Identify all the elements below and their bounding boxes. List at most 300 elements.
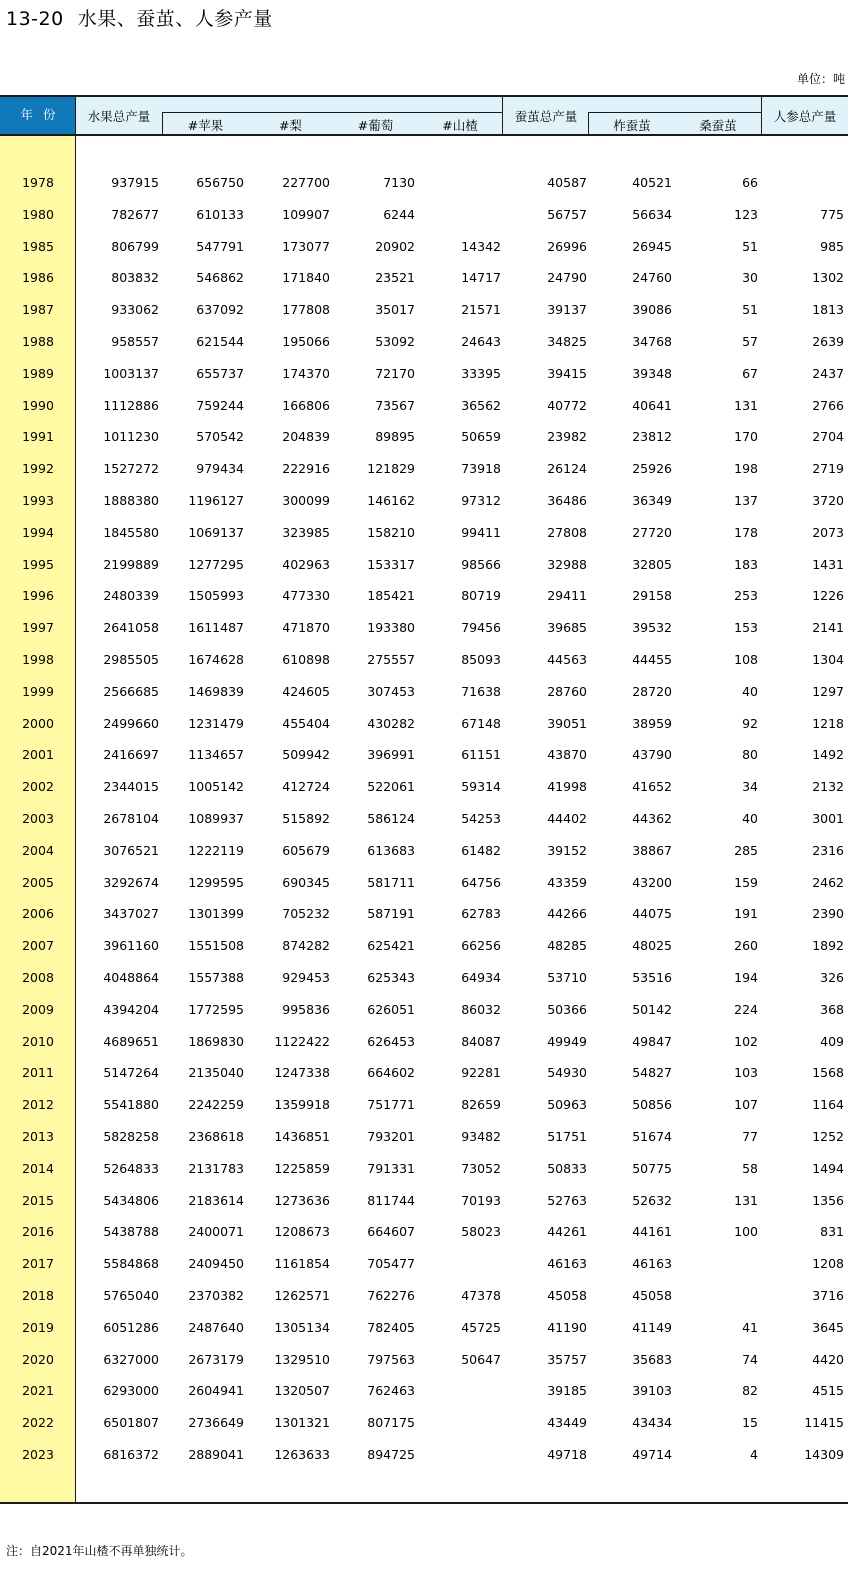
cell-pear: 605679 [282, 842, 330, 858]
cell-mulberry: 30 [742, 270, 758, 286]
cell-grape: 275557 [367, 652, 415, 667]
table-row [0, 617, 848, 639]
cell-apple: 2604941 [188, 1383, 244, 1399]
cell-hawthorn: 97312 [461, 493, 501, 508]
cell-grape: 664602 [367, 1065, 415, 1081]
table-row [0, 1317, 848, 1339]
cell-ginseng: 326 [820, 970, 844, 985]
cell-hawthorn: 86032 [461, 1001, 501, 1017]
cell-grape: 586124 [367, 811, 415, 826]
cell-apple: 1005142 [188, 779, 244, 795]
cell-ginseng: 1492 [812, 747, 844, 763]
cell-ginseng: 2719 [812, 461, 844, 477]
cell-fruit: 958557 [111, 334, 159, 349]
cell-hawthorn: 50659 [461, 429, 501, 445]
cell-apple: 1674628 [188, 652, 244, 667]
cell-pear: 1247338 [274, 1065, 330, 1081]
cell-cocoon: 24790 [547, 270, 587, 286]
cell-tussah: 40641 [632, 397, 672, 413]
cell-grape: 782405 [367, 1319, 415, 1335]
cell-tussah: 25926 [632, 461, 672, 477]
cell-ginseng: 1252 [812, 1129, 844, 1144]
table-row [0, 999, 848, 1021]
table-row [0, 903, 848, 925]
cell-mulberry: 102 [734, 1033, 758, 1049]
cell-year: 1987 [22, 302, 54, 318]
cell-pear: 323985 [282, 524, 330, 540]
cell-apple: 655737 [196, 365, 244, 381]
cell-cocoon: 44563 [547, 652, 587, 667]
cell-cocoon: 39152 [547, 842, 587, 858]
cell-year: 2000 [22, 715, 54, 731]
cell-mulberry: 131 [734, 397, 758, 413]
cell-ginseng: 368 [820, 1001, 844, 1017]
cell-fruit: 2199889 [103, 556, 159, 572]
cell-grape: 626453 [367, 1033, 415, 1049]
page-title [6, 4, 273, 31]
cell-hawthorn: 59314 [461, 779, 501, 795]
cell-fruit: 2641058 [103, 620, 159, 636]
cell-grape: 581711 [367, 874, 415, 890]
cell-apple: 1869830 [188, 1033, 244, 1049]
cell-mulberry: 137 [734, 493, 758, 508]
cell-tussah: 43790 [632, 747, 672, 763]
cell-pear: 1208673 [274, 1224, 330, 1240]
cell-grape: 626051 [367, 1001, 415, 1017]
cell-mulberry: 123 [734, 206, 758, 222]
table-row [0, 236, 848, 258]
header-grape: #葡萄 [357, 118, 394, 133]
cell-ginseng: 2132 [812, 779, 844, 795]
header-mulberry: 桑蚕茧 [699, 118, 737, 133]
cell-year: 2005 [22, 874, 54, 890]
cell-grape: 430282 [367, 715, 415, 731]
cell-tussah: 38959 [632, 715, 672, 731]
cell-year: 2007 [22, 938, 54, 954]
table-row [0, 776, 848, 798]
cell-grape: 664607 [367, 1224, 415, 1240]
cell-cocoon: 26124 [547, 461, 587, 477]
cell-mulberry: 153 [734, 620, 758, 636]
table-row [0, 267, 848, 289]
cell-year: 2012 [22, 1097, 54, 1113]
cell-apple: 2131783 [188, 1160, 244, 1176]
cell-mulberry: 191 [734, 906, 758, 922]
cell-cocoon: 27808 [547, 524, 587, 540]
cell-apple: 2370382 [188, 1288, 244, 1303]
cell-year: 1995 [22, 556, 54, 572]
cell-cocoon: 41190 [547, 1319, 587, 1335]
cell-pear: 610898 [282, 652, 330, 667]
cell-cocoon: 35757 [547, 1351, 587, 1367]
cell-cocoon: 41998 [547, 779, 587, 795]
cell-tussah: 39532 [632, 620, 672, 636]
cell-fruit: 5147264 [103, 1065, 159, 1081]
cell-apple: 547791 [196, 238, 244, 254]
cell-tussah: 44075 [632, 906, 672, 922]
cell-grape: 807175 [367, 1415, 415, 1431]
cell-apple: 1557388 [188, 970, 244, 985]
cell-year: 2008 [22, 970, 54, 985]
cell-pear: 1122422 [274, 1033, 330, 1049]
table-row [0, 1190, 848, 1212]
cell-ginseng: 14309 [804, 1447, 844, 1462]
cell-grape: 146162 [367, 493, 415, 508]
cell-pear: 1263633 [274, 1447, 330, 1462]
cell-year: 1992 [22, 461, 54, 477]
cell-cocoon: 43870 [547, 747, 587, 763]
cell-year: 1997 [22, 620, 54, 636]
cell-tussah: 43434 [632, 1415, 672, 1431]
cell-grape: 793201 [367, 1129, 415, 1144]
cell-grape: 762463 [367, 1383, 415, 1399]
table-row [0, 1380, 848, 1402]
cell-year: 2013 [22, 1129, 54, 1144]
header-ginseng: 人参总产量 [773, 109, 837, 124]
cell-tussah: 49847 [632, 1033, 672, 1049]
cell-apple: 1089937 [188, 811, 244, 826]
cell-tussah: 56634 [632, 206, 672, 222]
cell-year: 2015 [22, 1192, 54, 1208]
cell-year: 1996 [22, 588, 54, 604]
footnote: 注：自2021年山楂不再单独统计。 [6, 1544, 193, 1558]
cell-cocoon: 50833 [547, 1160, 587, 1176]
cell-mulberry: 15 [742, 1415, 758, 1431]
cell-year: 2001 [22, 747, 54, 763]
cell-year: 2017 [22, 1256, 54, 1272]
header-pear: #梨 [279, 118, 302, 133]
cell-cocoon: 43449 [547, 1415, 587, 1431]
cell-fruit: 2985505 [103, 652, 159, 667]
table-row [0, 649, 848, 671]
cell-fruit: 1845580 [103, 524, 159, 540]
cell-grape: 6244 [383, 206, 415, 222]
cell-fruit: 5264833 [103, 1160, 159, 1176]
cell-pear: 204839 [282, 429, 330, 445]
cell-pear: 455404 [282, 715, 330, 731]
cell-fruit: 5541880 [103, 1097, 159, 1113]
cell-pear: 1436851 [274, 1129, 330, 1144]
cell-year: 2009 [22, 1001, 54, 1017]
cell-tussah: 40521 [632, 175, 672, 190]
cell-grape: 193380 [367, 620, 415, 636]
cell-fruit: 3437027 [103, 906, 159, 922]
cell-grape: 791331 [367, 1160, 415, 1176]
cell-cocoon: 52763 [547, 1192, 587, 1208]
cell-year: 1990 [22, 397, 54, 413]
cell-pear: 929453 [282, 970, 330, 985]
cell-hawthorn: 14717 [461, 270, 501, 286]
cell-year: 1991 [22, 429, 54, 445]
cell-mulberry: 183 [734, 556, 758, 572]
cell-fruit: 1112886 [103, 397, 159, 413]
cell-apple: 2183614 [188, 1192, 244, 1208]
cell-ginseng: 985 [820, 238, 844, 254]
cell-fruit: 4394204 [103, 1001, 159, 1017]
cell-ginseng: 3720 [812, 493, 844, 508]
cell-tussah: 44455 [632, 652, 672, 667]
table-row [0, 1062, 848, 1084]
cell-cocoon: 53710 [547, 970, 587, 985]
cell-ginseng: 3001 [812, 811, 844, 826]
cell-tussah: 29158 [632, 588, 672, 604]
cell-grape: 89895 [375, 429, 415, 445]
cell-hawthorn: 54253 [461, 811, 501, 826]
cell-fruit: 937915 [111, 175, 159, 190]
cell-hawthorn: 24643 [461, 334, 501, 349]
table-row [0, 840, 848, 862]
cell-fruit: 2416697 [103, 747, 159, 763]
cell-pear: 1329510 [274, 1351, 330, 1367]
table-bottom-border [0, 1502, 848, 1504]
cell-hawthorn: 70193 [461, 1192, 501, 1208]
cell-hawthorn: 62783 [461, 906, 501, 922]
table-number: 13-20 [6, 8, 64, 30]
cell-ginseng: 2316 [812, 842, 844, 858]
cell-cocoon: 46163 [547, 1256, 587, 1272]
cell-grape: 797563 [367, 1351, 415, 1367]
cell-ginseng: 3716 [812, 1288, 844, 1303]
cell-fruit: 2499660 [103, 715, 159, 731]
cell-ginseng: 409 [820, 1033, 844, 1049]
cell-cocoon: 45058 [547, 1288, 587, 1303]
cell-mulberry: 194 [734, 970, 758, 985]
cell-apple: 2135040 [188, 1065, 244, 1081]
cell-ginseng: 1218 [812, 715, 844, 731]
cell-pear: 1262571 [274, 1288, 330, 1303]
cell-apple: 1277295 [188, 556, 244, 572]
cell-hawthorn: 36562 [461, 397, 501, 413]
cell-apple: 1551508 [188, 938, 244, 954]
cell-mulberry: 66 [742, 175, 758, 190]
cell-pear: 166806 [282, 397, 330, 413]
cell-cocoon: 44266 [547, 906, 587, 922]
cell-grape: 153317 [367, 556, 415, 572]
cell-year: 1993 [22, 493, 54, 508]
cell-pear: 874282 [282, 938, 330, 954]
cell-hawthorn: 93482 [461, 1129, 501, 1144]
cell-fruit: 3292674 [103, 874, 159, 890]
table-row [0, 1031, 848, 1053]
table-row [0, 1158, 848, 1180]
cell-ginseng: 1892 [812, 938, 844, 954]
cell-year: 2021 [22, 1383, 54, 1399]
cell-tussah: 45058 [632, 1288, 672, 1303]
cell-apple: 570542 [196, 429, 244, 445]
cell-cocoon: 51751 [547, 1129, 587, 1144]
table-row [0, 1285, 848, 1307]
cell-hawthorn: 85093 [461, 652, 501, 667]
table-row [0, 172, 848, 194]
cell-tussah: 44362 [632, 811, 672, 826]
cell-mulberry: 67 [742, 365, 758, 381]
table-row [0, 1221, 848, 1243]
cell-mulberry: 80 [742, 747, 758, 763]
cell-hawthorn: 92281 [461, 1065, 501, 1081]
cell-fruit: 1003137 [103, 365, 159, 381]
cell-tussah: 43200 [632, 874, 672, 890]
cell-hawthorn: 73052 [461, 1160, 501, 1176]
cell-apple: 1134657 [188, 747, 244, 763]
cell-ginseng: 1813 [812, 302, 844, 318]
cell-fruit: 2678104 [103, 811, 159, 826]
cell-pear: 402963 [282, 556, 330, 572]
cell-pear: 509942 [282, 747, 330, 763]
table-row [0, 554, 848, 576]
cell-year: 2020 [22, 1351, 54, 1367]
cell-mulberry: 74 [742, 1351, 758, 1367]
cell-tussah: 35683 [632, 1351, 672, 1367]
cell-mulberry: 178 [734, 524, 758, 540]
cell-apple: 1299595 [188, 874, 244, 890]
cell-mulberry: 57 [742, 334, 758, 349]
cell-grape: 625421 [367, 938, 415, 954]
cell-apple: 1231479 [188, 715, 244, 731]
cell-ginseng: 2073 [812, 524, 844, 540]
cell-ginseng: 2704 [812, 429, 844, 445]
cell-cocoon: 39051 [547, 715, 587, 731]
cell-apple: 546862 [196, 270, 244, 286]
cell-year: 2002 [22, 779, 54, 795]
cell-ginseng: 1164 [812, 1097, 844, 1113]
cell-cocoon: 40772 [547, 397, 587, 413]
cell-pear: 1359918 [274, 1097, 330, 1113]
cell-ginseng: 4420 [812, 1351, 844, 1367]
cell-pear: 995836 [282, 1001, 330, 1017]
cell-fruit: 5828258 [103, 1129, 159, 1144]
cell-ginseng: 1494 [812, 1160, 844, 1176]
cell-grape: 7130 [383, 175, 415, 190]
cell-fruit: 2344015 [103, 779, 159, 795]
cell-apple: 2242259 [188, 1097, 244, 1113]
cell-ginseng: 775 [820, 206, 844, 222]
cell-year: 2023 [22, 1447, 54, 1462]
cell-apple: 2889041 [188, 1447, 244, 1462]
cell-ginseng: 2141 [812, 620, 844, 636]
cell-grape: 35017 [375, 302, 415, 318]
table-row [0, 935, 848, 957]
cell-cocoon: 34825 [547, 334, 587, 349]
cell-cocoon: 56757 [547, 206, 587, 222]
header-apple: #苹果 [187, 118, 224, 133]
cell-apple: 1469839 [188, 683, 244, 699]
cell-cocoon: 26996 [547, 238, 587, 254]
cell-ginseng: 1302 [812, 270, 844, 286]
cell-grape: 185421 [367, 588, 415, 604]
table-row [0, 713, 848, 735]
cell-apple: 1069137 [188, 524, 244, 540]
cell-mulberry: 51 [742, 238, 758, 254]
cell-mulberry: 107 [734, 1097, 758, 1113]
cell-fruit: 3076521 [103, 842, 159, 858]
cell-year: 1985 [22, 238, 54, 254]
cell-apple: 979434 [196, 461, 244, 477]
cell-tussah: 50142 [632, 1001, 672, 1017]
cell-tussah: 50775 [632, 1160, 672, 1176]
cell-pear: 1301321 [274, 1415, 330, 1431]
cell-year: 2016 [22, 1224, 54, 1240]
cell-tussah: 49714 [632, 1447, 672, 1462]
cell-pear: 424605 [282, 683, 330, 699]
cell-mulberry: 51 [742, 302, 758, 318]
cell-tussah: 39348 [632, 365, 672, 381]
cell-pear: 1320507 [274, 1383, 330, 1399]
cell-mulberry: 131 [734, 1192, 758, 1208]
cell-cocoon: 43359 [547, 874, 587, 890]
cell-year: 1978 [22, 175, 54, 190]
cell-ginseng: 1431 [812, 556, 844, 572]
cell-tussah: 26945 [632, 238, 672, 254]
cell-apple: 610133 [196, 206, 244, 222]
cell-mulberry: 41 [742, 1319, 758, 1335]
cell-apple: 1611487 [188, 620, 244, 636]
table-row [0, 1444, 848, 1466]
table-row [0, 808, 848, 830]
cell-tussah: 44161 [632, 1224, 672, 1240]
cell-fruit: 6327000 [103, 1351, 159, 1367]
cell-ginseng: 1226 [812, 588, 844, 604]
cell-ginseng: 4515 [812, 1383, 844, 1399]
cell-grape: 587191 [367, 906, 415, 922]
cell-tussah: 53516 [632, 970, 672, 985]
cell-mulberry: 170 [734, 429, 758, 445]
cell-fruit: 1527272 [103, 461, 159, 477]
cell-fruit: 806799 [111, 238, 159, 254]
cell-fruit: 5584868 [103, 1256, 159, 1272]
cell-hawthorn: 61482 [461, 842, 501, 858]
cell-apple: 621544 [196, 334, 244, 349]
cell-fruit: 5434806 [103, 1192, 159, 1208]
cell-hawthorn: 14342 [461, 238, 501, 254]
cell-cocoon: 28760 [547, 683, 587, 699]
cell-hawthorn: 66256 [461, 938, 501, 954]
cell-pear: 227700 [282, 175, 330, 190]
cell-apple: 759244 [196, 397, 244, 413]
cell-grape: 72170 [375, 365, 415, 381]
cell-grape: 396991 [367, 747, 415, 763]
cell-cocoon: 49718 [547, 1447, 587, 1462]
cell-hawthorn: 33395 [461, 365, 501, 381]
cell-tussah: 32805 [632, 556, 672, 572]
cell-mulberry: 253 [734, 588, 758, 604]
cell-pear: 1305134 [274, 1319, 330, 1335]
table-row [0, 426, 848, 448]
cell-pear: 171840 [282, 270, 330, 286]
cell-fruit: 6501807 [103, 1415, 159, 1431]
cell-ginseng: 2639 [812, 334, 844, 349]
cell-tussah: 39103 [632, 1383, 672, 1399]
table-row [0, 585, 848, 607]
cell-cocoon: 39185 [547, 1383, 587, 1399]
cell-ginseng: 1568 [812, 1065, 844, 1081]
cell-fruit: 5765040 [103, 1288, 159, 1303]
cell-tussah: 54827 [632, 1065, 672, 1081]
cell-year: 2022 [22, 1415, 54, 1431]
cell-hawthorn: 98566 [461, 556, 501, 572]
cell-pear: 1225859 [274, 1160, 330, 1176]
cell-cocoon: 44261 [547, 1224, 587, 1240]
cell-ginseng: 2766 [812, 397, 844, 413]
cell-fruit: 6051286 [103, 1319, 159, 1335]
cell-mulberry: 40 [742, 683, 758, 699]
cell-tussah: 39086 [632, 302, 672, 318]
header-hawthorn: #山楂 [442, 118, 478, 133]
cell-apple: 1222119 [188, 842, 244, 858]
header-fruit-total: 水果总产量 [87, 109, 151, 124]
cell-hawthorn: 58023 [461, 1224, 501, 1240]
cell-apple: 637092 [196, 302, 244, 318]
header-year: 年份 [20, 107, 66, 122]
